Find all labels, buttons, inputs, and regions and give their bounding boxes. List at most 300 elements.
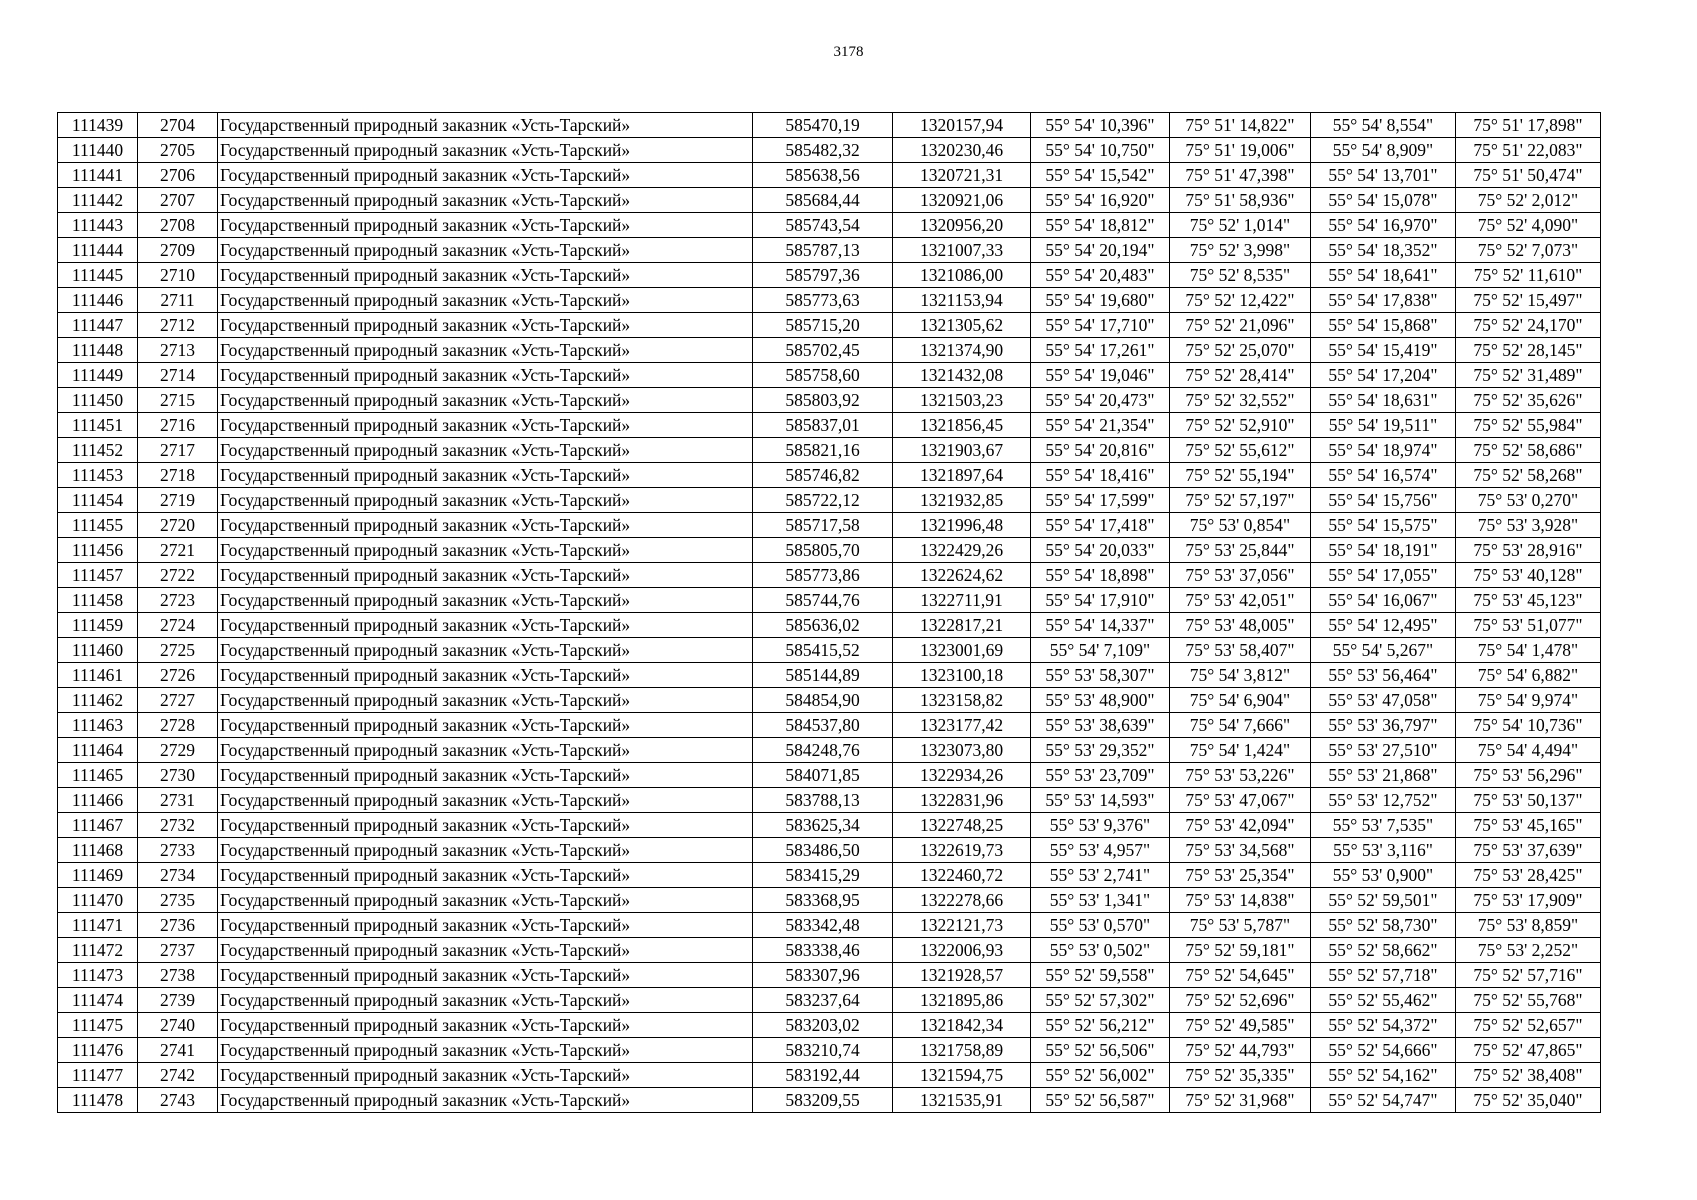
longitude-2-cell: 75° 53' 0,270": [1456, 488, 1601, 513]
y-coordinate-cell: 1321153,94: [893, 288, 1031, 313]
longitude-1-cell: 75° 52' 25,070": [1170, 338, 1311, 363]
table-row: [58, 613, 1601, 638]
table-row: [58, 813, 1601, 838]
point-number-cell: 2709: [138, 238, 218, 263]
record-id-cell: 111478: [58, 1088, 138, 1113]
longitude-2-cell: 75° 52' 52,657": [1456, 1013, 1601, 1038]
x-coordinate-cell: 585821,16: [753, 438, 893, 463]
latitude-1-cell: 55° 53' 2,741": [1031, 863, 1170, 888]
longitude-1-cell: 75° 52' 21,096": [1170, 313, 1311, 338]
longitude-2-cell: 75° 53' 50,137": [1456, 788, 1601, 813]
table-row: [58, 438, 1601, 463]
latitude-2-cell: 55° 54' 16,067": [1311, 588, 1456, 613]
longitude-1-cell: 75° 53' 48,005": [1170, 613, 1311, 638]
latitude-2-cell: 55° 52' 58,662": [1311, 938, 1456, 963]
record-id-cell: 111463: [58, 713, 138, 738]
latitude-2-cell: 55° 54' 8,909": [1311, 138, 1456, 163]
longitude-2-cell: 75° 52' 58,268": [1456, 463, 1601, 488]
reserve-name-cell: Государственный природный заказник «Усть-Тарский»: [218, 388, 753, 413]
longitude-2-cell: 75° 53' 37,639": [1456, 838, 1601, 863]
point-number-cell: 2735: [138, 888, 218, 913]
reserve-name-cell: Государственный природный заказник «Усть-Тарский»: [218, 863, 753, 888]
x-coordinate-cell: 585744,76: [753, 588, 893, 613]
latitude-2-cell: 55° 53' 47,058": [1311, 688, 1456, 713]
latitude-2-cell: 55° 52' 58,730": [1311, 913, 1456, 938]
point-number-cell: 2731: [138, 788, 218, 813]
longitude-1-cell: 75° 52' 59,181": [1170, 938, 1311, 963]
record-id-cell: 111458: [58, 588, 138, 613]
longitude-1-cell: 75° 54' 3,812": [1170, 663, 1311, 688]
latitude-1-cell: 55° 53' 0,570": [1031, 913, 1170, 938]
record-id-cell: 111450: [58, 388, 138, 413]
record-id-cell: 111475: [58, 1013, 138, 1038]
x-coordinate-cell: 585144,89: [753, 663, 893, 688]
table-row: [58, 238, 1601, 263]
y-coordinate-cell: 1322711,91: [893, 588, 1031, 613]
table-row: [58, 663, 1601, 688]
reserve-name-cell: Государственный природный заказник «Усть-Тарский»: [218, 663, 753, 688]
longitude-1-cell: 75° 52' 44,793": [1170, 1038, 1311, 1063]
point-number-cell: 2717: [138, 438, 218, 463]
record-id-cell: 111469: [58, 863, 138, 888]
point-number-cell: 2729: [138, 738, 218, 763]
x-coordinate-cell: 583192,44: [753, 1063, 893, 1088]
x-coordinate-cell: 583237,64: [753, 988, 893, 1013]
reserve-name-cell: Государственный природный заказник «Усть-Тарский»: [218, 913, 753, 938]
longitude-2-cell: 75° 52' 24,170": [1456, 313, 1601, 338]
table-row: [58, 713, 1601, 738]
reserve-name-cell: Государственный природный заказник «Усть-Тарский»: [218, 538, 753, 563]
reserve-name-cell: Государственный природный заказник «Усть-Тарский»: [218, 1013, 753, 1038]
longitude-1-cell: 75° 51' 47,398": [1170, 163, 1311, 188]
latitude-1-cell: 55° 52' 56,506": [1031, 1038, 1170, 1063]
y-coordinate-cell: 1322460,72: [893, 863, 1031, 888]
latitude-2-cell: 55° 54' 17,055": [1311, 563, 1456, 588]
point-number-cell: 2725: [138, 638, 218, 663]
record-id-cell: 111451: [58, 413, 138, 438]
latitude-1-cell: 55° 53' 4,957": [1031, 838, 1170, 863]
table-row: [58, 638, 1601, 663]
y-coordinate-cell: 1322619,73: [893, 838, 1031, 863]
longitude-2-cell: 75° 51' 50,474": [1456, 163, 1601, 188]
y-coordinate-cell: 1322817,21: [893, 613, 1031, 638]
latitude-1-cell: 55° 54' 20,033": [1031, 538, 1170, 563]
reserve-name-cell: Государственный природный заказник «Усть-Тарский»: [218, 838, 753, 863]
y-coordinate-cell: 1321007,33: [893, 238, 1031, 263]
longitude-2-cell: 75° 53' 17,909": [1456, 888, 1601, 913]
reserve-name-cell: Государственный природный заказник «Усть-Тарский»: [218, 938, 753, 963]
table-row: [58, 338, 1601, 363]
point-number-cell: 2704: [138, 113, 218, 138]
latitude-2-cell: 55° 54' 19,511": [1311, 413, 1456, 438]
reserve-name-cell: Государственный природный заказник «Усть-Тарский»: [218, 338, 753, 363]
x-coordinate-cell: 585773,63: [753, 288, 893, 313]
y-coordinate-cell: 1320921,06: [893, 188, 1031, 213]
point-number-cell: 2736: [138, 913, 218, 938]
reserve-name-cell: Государственный природный заказник «Усть-Тарский»: [218, 113, 753, 138]
coordinates-table: [57, 112, 1601, 1113]
x-coordinate-cell: 583486,50: [753, 838, 893, 863]
latitude-2-cell: 55° 52' 55,462": [1311, 988, 1456, 1013]
reserve-name-cell: Государственный природный заказник «Усть-Тарский»: [218, 963, 753, 988]
record-id-cell: 111439: [58, 113, 138, 138]
table-row: [58, 538, 1601, 563]
latitude-2-cell: 55° 54' 15,756": [1311, 488, 1456, 513]
record-id-cell: 111440: [58, 138, 138, 163]
record-id-cell: 111460: [58, 638, 138, 663]
longitude-1-cell: 75° 53' 47,067": [1170, 788, 1311, 813]
longitude-2-cell: 75° 52' 2,012": [1456, 188, 1601, 213]
x-coordinate-cell: 585803,92: [753, 388, 893, 413]
point-number-cell: 2707: [138, 188, 218, 213]
table-row: [58, 1038, 1601, 1063]
x-coordinate-cell: 585743,54: [753, 213, 893, 238]
y-coordinate-cell: 1320157,94: [893, 113, 1031, 138]
latitude-2-cell: 55° 53' 3,116": [1311, 838, 1456, 863]
record-id-cell: 111468: [58, 838, 138, 863]
x-coordinate-cell: 585715,20: [753, 313, 893, 338]
table-row: [58, 513, 1601, 538]
point-number-cell: 2711: [138, 288, 218, 313]
record-id-cell: 111473: [58, 963, 138, 988]
reserve-name-cell: Государственный природный заказник «Усть-Тарский»: [218, 888, 753, 913]
record-id-cell: 111444: [58, 238, 138, 263]
point-number-cell: 2734: [138, 863, 218, 888]
x-coordinate-cell: 585746,82: [753, 463, 893, 488]
latitude-1-cell: 55° 52' 59,558": [1031, 963, 1170, 988]
table-row: [58, 838, 1601, 863]
latitude-2-cell: 55° 53' 7,535": [1311, 813, 1456, 838]
reserve-name-cell: Государственный природный заказник «Усть-Тарский»: [218, 488, 753, 513]
latitude-1-cell: 55° 54' 18,812": [1031, 213, 1170, 238]
reserve-name-cell: Государственный природный заказник «Усть-Тарский»: [218, 563, 753, 588]
record-id-cell: 111441: [58, 163, 138, 188]
y-coordinate-cell: 1321305,62: [893, 313, 1031, 338]
y-coordinate-cell: 1320721,31: [893, 163, 1031, 188]
y-coordinate-cell: 1323100,18: [893, 663, 1031, 688]
x-coordinate-cell: 583625,34: [753, 813, 893, 838]
point-number-cell: 2718: [138, 463, 218, 488]
reserve-name-cell: Государственный природный заказник «Усть-Тарский»: [218, 788, 753, 813]
point-number-cell: 2705: [138, 138, 218, 163]
latitude-1-cell: 55° 54' 17,418": [1031, 513, 1170, 538]
latitude-2-cell: 55° 54' 12,495": [1311, 613, 1456, 638]
y-coordinate-cell: 1321535,91: [893, 1088, 1031, 1113]
longitude-1-cell: 75° 52' 55,612": [1170, 438, 1311, 463]
x-coordinate-cell: 585638,56: [753, 163, 893, 188]
latitude-2-cell: 55° 52' 59,501": [1311, 888, 1456, 913]
latitude-2-cell: 55° 53' 27,510": [1311, 738, 1456, 763]
latitude-2-cell: 55° 54' 17,204": [1311, 363, 1456, 388]
point-number-cell: 2733: [138, 838, 218, 863]
record-id-cell: 111456: [58, 538, 138, 563]
y-coordinate-cell: 1321897,64: [893, 463, 1031, 488]
coordinates-table-body: [58, 113, 1601, 1113]
latitude-1-cell: 55° 54' 17,910": [1031, 588, 1170, 613]
point-number-cell: 2721: [138, 538, 218, 563]
longitude-2-cell: 75° 51' 17,898": [1456, 113, 1601, 138]
y-coordinate-cell: 1320956,20: [893, 213, 1031, 238]
point-number-cell: 2722: [138, 563, 218, 588]
y-coordinate-cell: 1322748,25: [893, 813, 1031, 838]
record-id-cell: 111449: [58, 363, 138, 388]
reserve-name-cell: Государственный природный заказник «Усть-Тарский»: [218, 738, 753, 763]
table-row: [58, 288, 1601, 313]
point-number-cell: 2715: [138, 388, 218, 413]
record-id-cell: 111448: [58, 338, 138, 363]
x-coordinate-cell: 584537,80: [753, 713, 893, 738]
latitude-1-cell: 55° 54' 17,599": [1031, 488, 1170, 513]
latitude-1-cell: 55° 54' 19,680": [1031, 288, 1170, 313]
point-number-cell: 2740: [138, 1013, 218, 1038]
coordinates-table-container: [57, 112, 1601, 1113]
point-number-cell: 2720: [138, 513, 218, 538]
x-coordinate-cell: 585684,44: [753, 188, 893, 213]
point-number-cell: 2723: [138, 588, 218, 613]
reserve-name-cell: Государственный природный заказник «Усть-Тарский»: [218, 1088, 753, 1113]
x-coordinate-cell: 583342,48: [753, 913, 893, 938]
latitude-2-cell: 55° 52' 54,372": [1311, 1013, 1456, 1038]
record-id-cell: 111474: [58, 988, 138, 1013]
latitude-1-cell: 55° 53' 9,376": [1031, 813, 1170, 838]
point-number-cell: 2743: [138, 1088, 218, 1113]
x-coordinate-cell: 583307,96: [753, 963, 893, 988]
record-id-cell: 111467: [58, 813, 138, 838]
x-coordinate-cell: 585702,45: [753, 338, 893, 363]
point-number-cell: 2712: [138, 313, 218, 338]
latitude-1-cell: 55° 53' 0,502": [1031, 938, 1170, 963]
record-id-cell: 111477: [58, 1063, 138, 1088]
longitude-2-cell: 75° 54' 9,974": [1456, 688, 1601, 713]
record-id-cell: 111454: [58, 488, 138, 513]
x-coordinate-cell: 585773,86: [753, 563, 893, 588]
longitude-1-cell: 75° 52' 3,998": [1170, 238, 1311, 263]
y-coordinate-cell: 1321996,48: [893, 513, 1031, 538]
reserve-name-cell: Государственный природный заказник «Усть-Тарский»: [218, 313, 753, 338]
longitude-2-cell: 75° 52' 31,489": [1456, 363, 1601, 388]
latitude-2-cell: 55° 54' 15,078": [1311, 188, 1456, 213]
latitude-2-cell: 55° 52' 54,747": [1311, 1088, 1456, 1113]
record-id-cell: 111452: [58, 438, 138, 463]
x-coordinate-cell: 583368,95: [753, 888, 893, 913]
table-row: [58, 263, 1601, 288]
latitude-1-cell: 55° 54' 14,337": [1031, 613, 1170, 638]
latitude-2-cell: 55° 54' 16,970": [1311, 213, 1456, 238]
longitude-2-cell: 75° 52' 7,073": [1456, 238, 1601, 263]
record-id-cell: 111472: [58, 938, 138, 963]
longitude-1-cell: 75° 52' 55,194": [1170, 463, 1311, 488]
longitude-2-cell: 75° 54' 1,478": [1456, 638, 1601, 663]
point-number-cell: 2716: [138, 413, 218, 438]
longitude-1-cell: 75° 52' 12,422": [1170, 288, 1311, 313]
record-id-cell: 111459: [58, 613, 138, 638]
latitude-1-cell: 55° 53' 29,352": [1031, 738, 1170, 763]
table-row: [58, 1013, 1601, 1038]
point-number-cell: 2708: [138, 213, 218, 238]
longitude-2-cell: 75° 53' 28,425": [1456, 863, 1601, 888]
record-id-cell: 111462: [58, 688, 138, 713]
latitude-2-cell: 55° 54' 18,352": [1311, 238, 1456, 263]
x-coordinate-cell: 585482,32: [753, 138, 893, 163]
latitude-2-cell: 55° 52' 57,718": [1311, 963, 1456, 988]
y-coordinate-cell: 1322429,26: [893, 538, 1031, 563]
latitude-2-cell: 55° 54' 18,974": [1311, 438, 1456, 463]
reserve-name-cell: Государственный природный заказник «Усть-Тарский»: [218, 688, 753, 713]
longitude-1-cell: 75° 53' 14,838": [1170, 888, 1311, 913]
longitude-2-cell: 75° 53' 40,128": [1456, 563, 1601, 588]
latitude-2-cell: 55° 53' 0,900": [1311, 863, 1456, 888]
latitude-1-cell: 55° 52' 56,002": [1031, 1063, 1170, 1088]
longitude-1-cell: 75° 53' 25,844": [1170, 538, 1311, 563]
table-row: [58, 963, 1601, 988]
point-number-cell: 2719: [138, 488, 218, 513]
reserve-name-cell: Государственный природный заказник «Усть-Тарский»: [218, 363, 753, 388]
reserve-name-cell: Государственный природный заказник «Усть-Тарский»: [218, 288, 753, 313]
longitude-2-cell: 75° 54' 10,736": [1456, 713, 1601, 738]
reserve-name-cell: Государственный природный заказник «Усть-Тарский»: [218, 513, 753, 538]
point-number-cell: 2742: [138, 1063, 218, 1088]
x-coordinate-cell: 585636,02: [753, 613, 893, 638]
longitude-1-cell: 75° 52' 52,910": [1170, 413, 1311, 438]
reserve-name-cell: Государственный природный заказник «Усть-Тарский»: [218, 163, 753, 188]
latitude-1-cell: 55° 54' 18,416": [1031, 463, 1170, 488]
point-number-cell: 2737: [138, 938, 218, 963]
x-coordinate-cell: 585470,19: [753, 113, 893, 138]
longitude-2-cell: 75° 52' 35,040": [1456, 1088, 1601, 1113]
record-id-cell: 111470: [58, 888, 138, 913]
longitude-1-cell: 75° 52' 8,535": [1170, 263, 1311, 288]
longitude-2-cell: 75° 52' 38,408": [1456, 1063, 1601, 1088]
longitude-1-cell: 75° 53' 0,854": [1170, 513, 1311, 538]
latitude-1-cell: 55° 54' 17,710": [1031, 313, 1170, 338]
longitude-1-cell: 75° 52' 52,696": [1170, 988, 1311, 1013]
x-coordinate-cell: 585758,60: [753, 363, 893, 388]
latitude-2-cell: 55° 54' 16,574": [1311, 463, 1456, 488]
y-coordinate-cell: 1322278,66: [893, 888, 1031, 913]
y-coordinate-cell: 1321932,85: [893, 488, 1031, 513]
point-number-cell: 2714: [138, 363, 218, 388]
latitude-2-cell: 55° 54' 18,191": [1311, 538, 1456, 563]
latitude-1-cell: 55° 53' 14,593": [1031, 788, 1170, 813]
table-row: [58, 388, 1601, 413]
reserve-name-cell: Государственный природный заказник «Усть-Тарский»: [218, 213, 753, 238]
y-coordinate-cell: 1323073,80: [893, 738, 1031, 763]
record-id-cell: 111476: [58, 1038, 138, 1063]
latitude-1-cell: 55° 53' 23,709": [1031, 763, 1170, 788]
longitude-1-cell: 75° 53' 42,094": [1170, 813, 1311, 838]
table-row: [58, 738, 1601, 763]
longitude-1-cell: 75° 52' 31,968": [1170, 1088, 1311, 1113]
latitude-2-cell: 55° 54' 13,701": [1311, 163, 1456, 188]
latitude-1-cell: 55° 54' 10,396": [1031, 113, 1170, 138]
reserve-name-cell: Государственный природный заказник «Усть-Тарский»: [218, 238, 753, 263]
longitude-2-cell: 75° 53' 45,123": [1456, 588, 1601, 613]
longitude-2-cell: 75° 52' 55,984": [1456, 413, 1601, 438]
y-coordinate-cell: 1323177,42: [893, 713, 1031, 738]
x-coordinate-cell: 585805,70: [753, 538, 893, 563]
point-number-cell: 2724: [138, 613, 218, 638]
y-coordinate-cell: 1321856,45: [893, 413, 1031, 438]
y-coordinate-cell: 1323158,82: [893, 688, 1031, 713]
table-row: [58, 213, 1601, 238]
latitude-1-cell: 55° 54' 20,483": [1031, 263, 1170, 288]
table-row: [58, 863, 1601, 888]
record-id-cell: 111457: [58, 563, 138, 588]
latitude-1-cell: 55° 53' 38,639": [1031, 713, 1170, 738]
y-coordinate-cell: 1322831,96: [893, 788, 1031, 813]
x-coordinate-cell: 583788,13: [753, 788, 893, 813]
longitude-1-cell: 75° 53' 58,407": [1170, 638, 1311, 663]
y-coordinate-cell: 1321895,86: [893, 988, 1031, 1013]
y-coordinate-cell: 1321903,67: [893, 438, 1031, 463]
latitude-1-cell: 55° 54' 21,354": [1031, 413, 1170, 438]
longitude-1-cell: 75° 52' 35,335": [1170, 1063, 1311, 1088]
longitude-2-cell: 75° 52' 11,610": [1456, 263, 1601, 288]
latitude-1-cell: 55° 54' 19,046": [1031, 363, 1170, 388]
record-id-cell: 111446: [58, 288, 138, 313]
point-number-cell: 2739: [138, 988, 218, 1013]
longitude-2-cell: 75° 54' 6,882": [1456, 663, 1601, 688]
x-coordinate-cell: 585722,12: [753, 488, 893, 513]
table-row: [58, 413, 1601, 438]
longitude-1-cell: 75° 52' 49,585": [1170, 1013, 1311, 1038]
longitude-1-cell: 75° 53' 53,226": [1170, 763, 1311, 788]
record-id-cell: 111465: [58, 763, 138, 788]
point-number-cell: 2732: [138, 813, 218, 838]
reserve-name-cell: Государственный природный заказник «Усть-Тарский»: [218, 613, 753, 638]
latitude-2-cell: 55° 54' 15,419": [1311, 338, 1456, 363]
latitude-2-cell: 55° 54' 5,267": [1311, 638, 1456, 663]
x-coordinate-cell: 585837,01: [753, 413, 893, 438]
latitude-1-cell: 55° 53' 1,341": [1031, 888, 1170, 913]
point-number-cell: 2728: [138, 713, 218, 738]
longitude-2-cell: 75° 54' 4,494": [1456, 738, 1601, 763]
latitude-2-cell: 55° 52' 54,162": [1311, 1063, 1456, 1088]
latitude-1-cell: 55° 52' 57,302": [1031, 988, 1170, 1013]
y-coordinate-cell: 1322934,26: [893, 763, 1031, 788]
longitude-1-cell: 75° 51' 58,936": [1170, 188, 1311, 213]
table-row: [58, 163, 1601, 188]
reserve-name-cell: Государственный природный заказник «Усть-Тарский»: [218, 1038, 753, 1063]
longitude-2-cell: 75° 52' 4,090": [1456, 213, 1601, 238]
longitude-1-cell: 75° 52' 54,645": [1170, 963, 1311, 988]
longitude-1-cell: 75° 52' 32,552": [1170, 388, 1311, 413]
latitude-1-cell: 55° 53' 58,307": [1031, 663, 1170, 688]
x-coordinate-cell: 585787,13: [753, 238, 893, 263]
reserve-name-cell: Государственный природный заказник «Усть-Тарский»: [218, 713, 753, 738]
longitude-2-cell: 75° 53' 3,928": [1456, 513, 1601, 538]
latitude-2-cell: 55° 53' 12,752": [1311, 788, 1456, 813]
latitude-1-cell: 55° 54' 18,898": [1031, 563, 1170, 588]
longitude-1-cell: 75° 52' 1,014": [1170, 213, 1311, 238]
y-coordinate-cell: 1321432,08: [893, 363, 1031, 388]
y-coordinate-cell: 1321842,34: [893, 1013, 1031, 1038]
longitude-2-cell: 75° 52' 35,626": [1456, 388, 1601, 413]
reserve-name-cell: Государственный природный заказник «Усть-Тарский»: [218, 463, 753, 488]
record-id-cell: 111443: [58, 213, 138, 238]
table-row: [58, 363, 1601, 388]
longitude-1-cell: 75° 54' 7,666": [1170, 713, 1311, 738]
page-number: 3178: [833, 44, 864, 60]
point-number-cell: 2710: [138, 263, 218, 288]
table-row: [58, 688, 1601, 713]
y-coordinate-cell: 1322121,73: [893, 913, 1031, 938]
record-id-cell: 111453: [58, 463, 138, 488]
latitude-2-cell: 55° 54' 15,575": [1311, 513, 1456, 538]
latitude-1-cell: 55° 54' 20,194": [1031, 238, 1170, 263]
x-coordinate-cell: 583210,74: [753, 1038, 893, 1063]
table-row: [58, 563, 1601, 588]
